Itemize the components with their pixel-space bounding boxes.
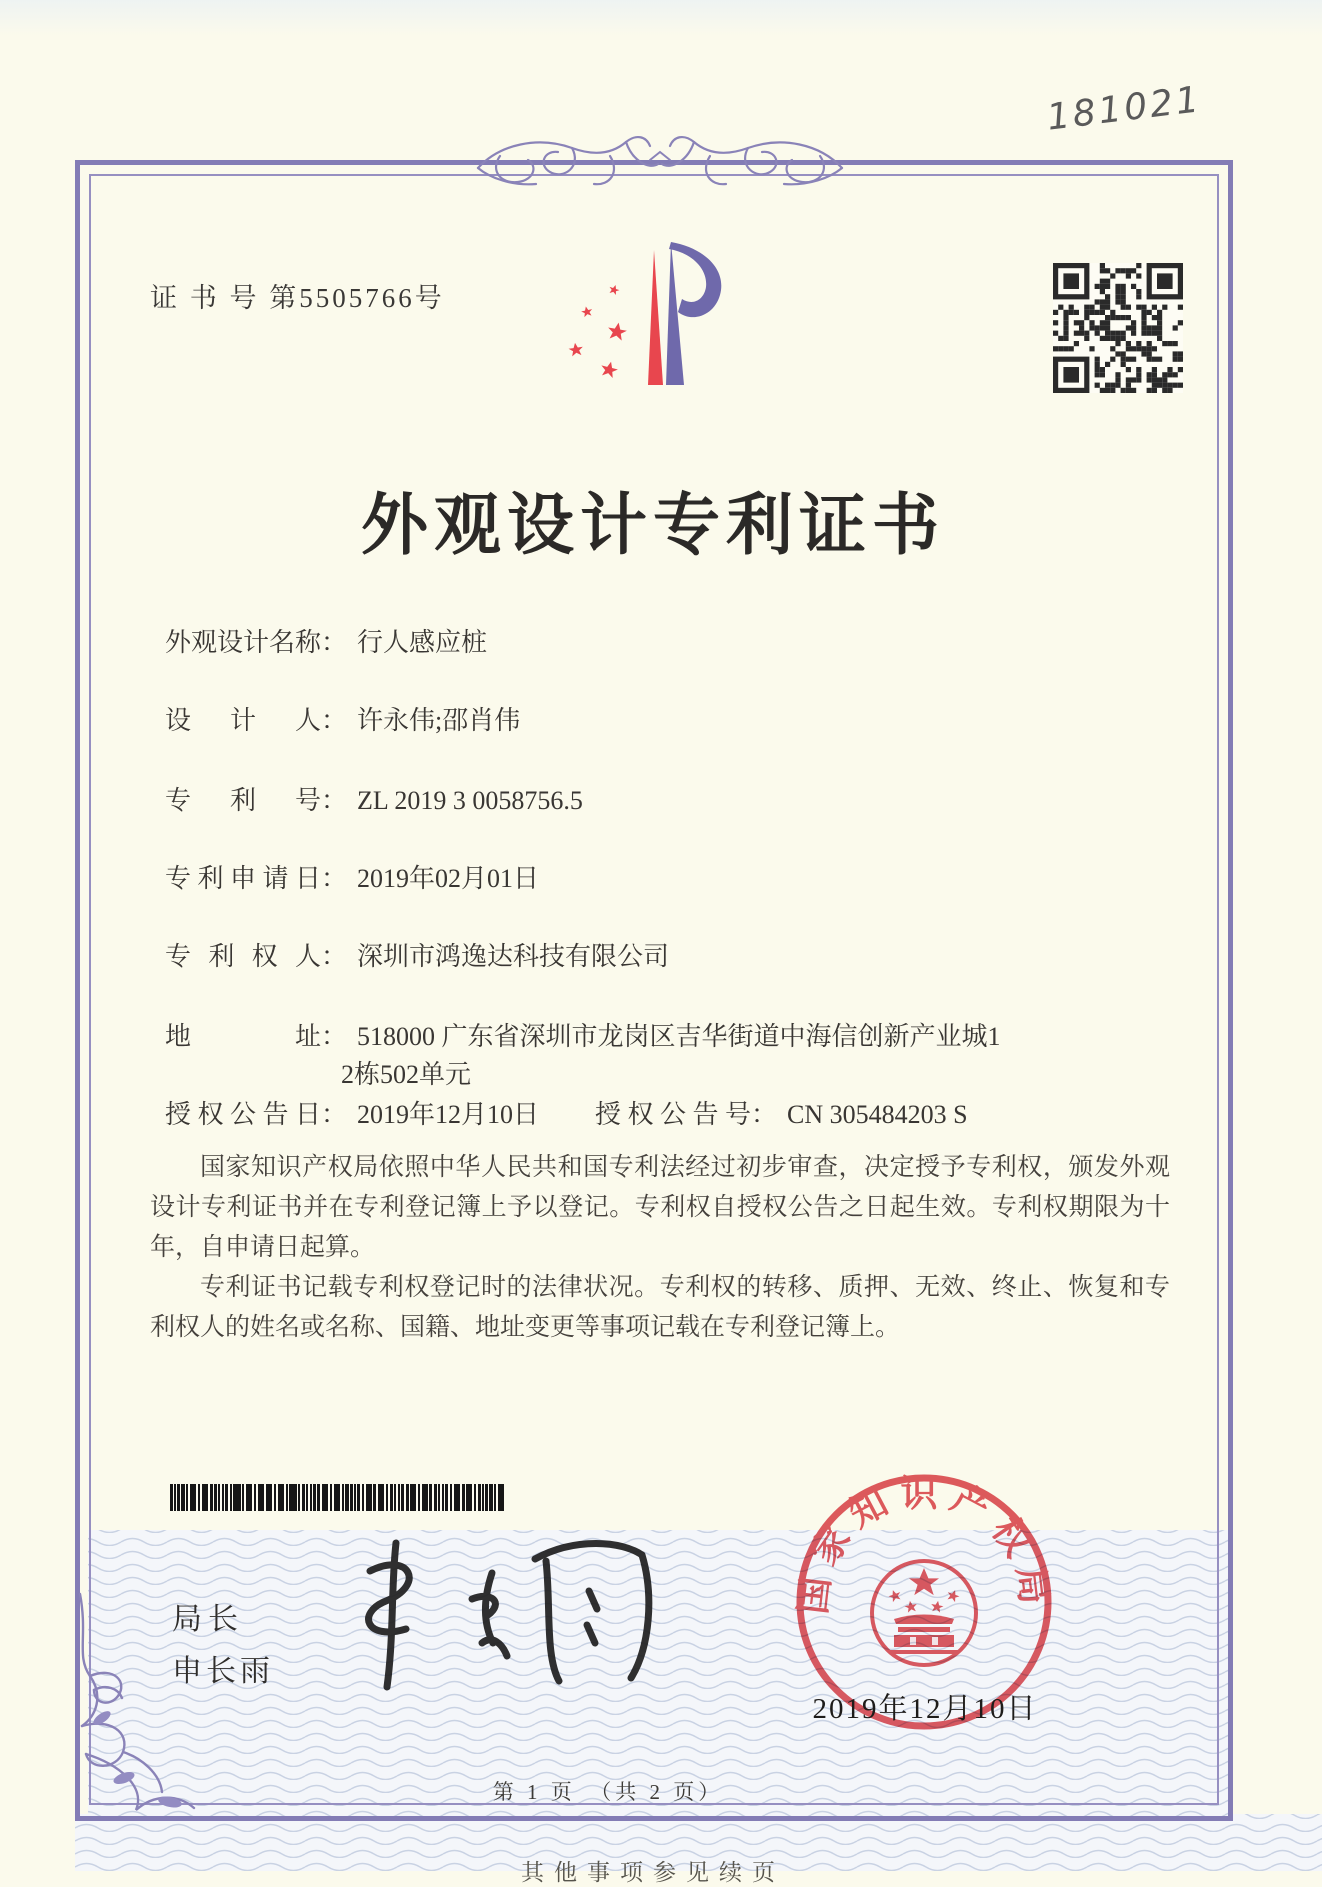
barcode <box>170 1484 504 1511</box>
field-label: 专利权人 <box>165 942 321 971</box>
certificate-title: 外观设计专利证书 <box>361 489 945 563</box>
field-value: ZL 2019 3 0058756.5 <box>357 786 583 815</box>
handwritten-note: 181021 <box>1044 79 1204 139</box>
field-label: 设计人 <box>165 706 321 735</box>
field-value-grant-no: CN 305484203 S <box>787 1100 968 1129</box>
field-label: 外观设计名称 <box>165 628 322 657</box>
seal-date: 2019年12月10日 <box>812 1693 1038 1725</box>
commissioner-name: 申长雨 <box>172 1655 274 1688</box>
field-label: 地址 <box>165 1022 321 1051</box>
seal-agency-text: 国家知识产权局 <box>793 1474 1055 1617</box>
label-colon: ： <box>321 1022 348 1051</box>
national-emblem-icon <box>872 1561 976 1665</box>
field-value: 2019年02月01日 <box>357 864 540 893</box>
svg-text:国家知识产权局 <box>792 1473 1055 1616</box>
legal-paragraph-2: 专利证书记载专利权登记时的法律状况。专利权的转移、质押、无效、终止、恢复和专利权人的姓名或名称、国籍、地址变更等事项记载在专利登记簿上。 <box>150 1274 1170 1341</box>
field-value: 许永伟;邵肖伟 <box>357 706 521 735</box>
field-value: 行人感应桩 <box>357 628 488 657</box>
commissioner-title: 局长 <box>172 1603 244 1636</box>
field-value: 深圳市鸿逸达科技有限公司 <box>357 942 670 971</box>
field-label: 授权公告日 <box>165 1100 321 1129</box>
scan-edge-artifact <box>0 0 1322 36</box>
label-colon: ： <box>321 1100 348 1129</box>
field-label: 专利号 <box>165 786 321 815</box>
label-colon: ： <box>321 864 348 893</box>
qr-code <box>1053 263 1183 393</box>
commissioner-signature <box>330 1515 680 1710</box>
page-indicator: 第 1 页 （共 2 页） <box>492 1780 724 1804</box>
label-colon: ： <box>321 628 348 657</box>
cutoff-continuation-note: 其他事项参见续页 <box>521 1860 785 1885</box>
label-colon: ： <box>321 706 348 735</box>
certificate-number: 证 书 号 第5505766号 <box>150 283 445 313</box>
field-value-line2: 2栋502单元 <box>341 1060 472 1089</box>
cnipa-logo-icon <box>550 238 735 393</box>
label-colon: ： <box>751 1100 778 1129</box>
label-colon: ： <box>321 786 348 815</box>
label-colon: ： <box>321 942 348 971</box>
frame-top-ornament-icon <box>460 126 860 206</box>
field-label: 专利申请日 <box>165 864 321 893</box>
field-value: 2019年12月10日 <box>357 1100 540 1129</box>
field-label-grant-no: 授权公告号 <box>595 1100 752 1129</box>
legal-paragraph-1: 国家知识产权局依照中华人民共和国专利法经过初步审查，决定授予专利权，颁发外观设计专利证书并在专利登记簿上予以登记。专利权自授权公告之日起生效。专利权期限为十年，自申请日起算。 <box>150 1154 1170 1261</box>
field-value-line1: 518000 广东省深圳市龙岗区吉华街道中海信创新产业城1 <box>357 1022 1001 1051</box>
